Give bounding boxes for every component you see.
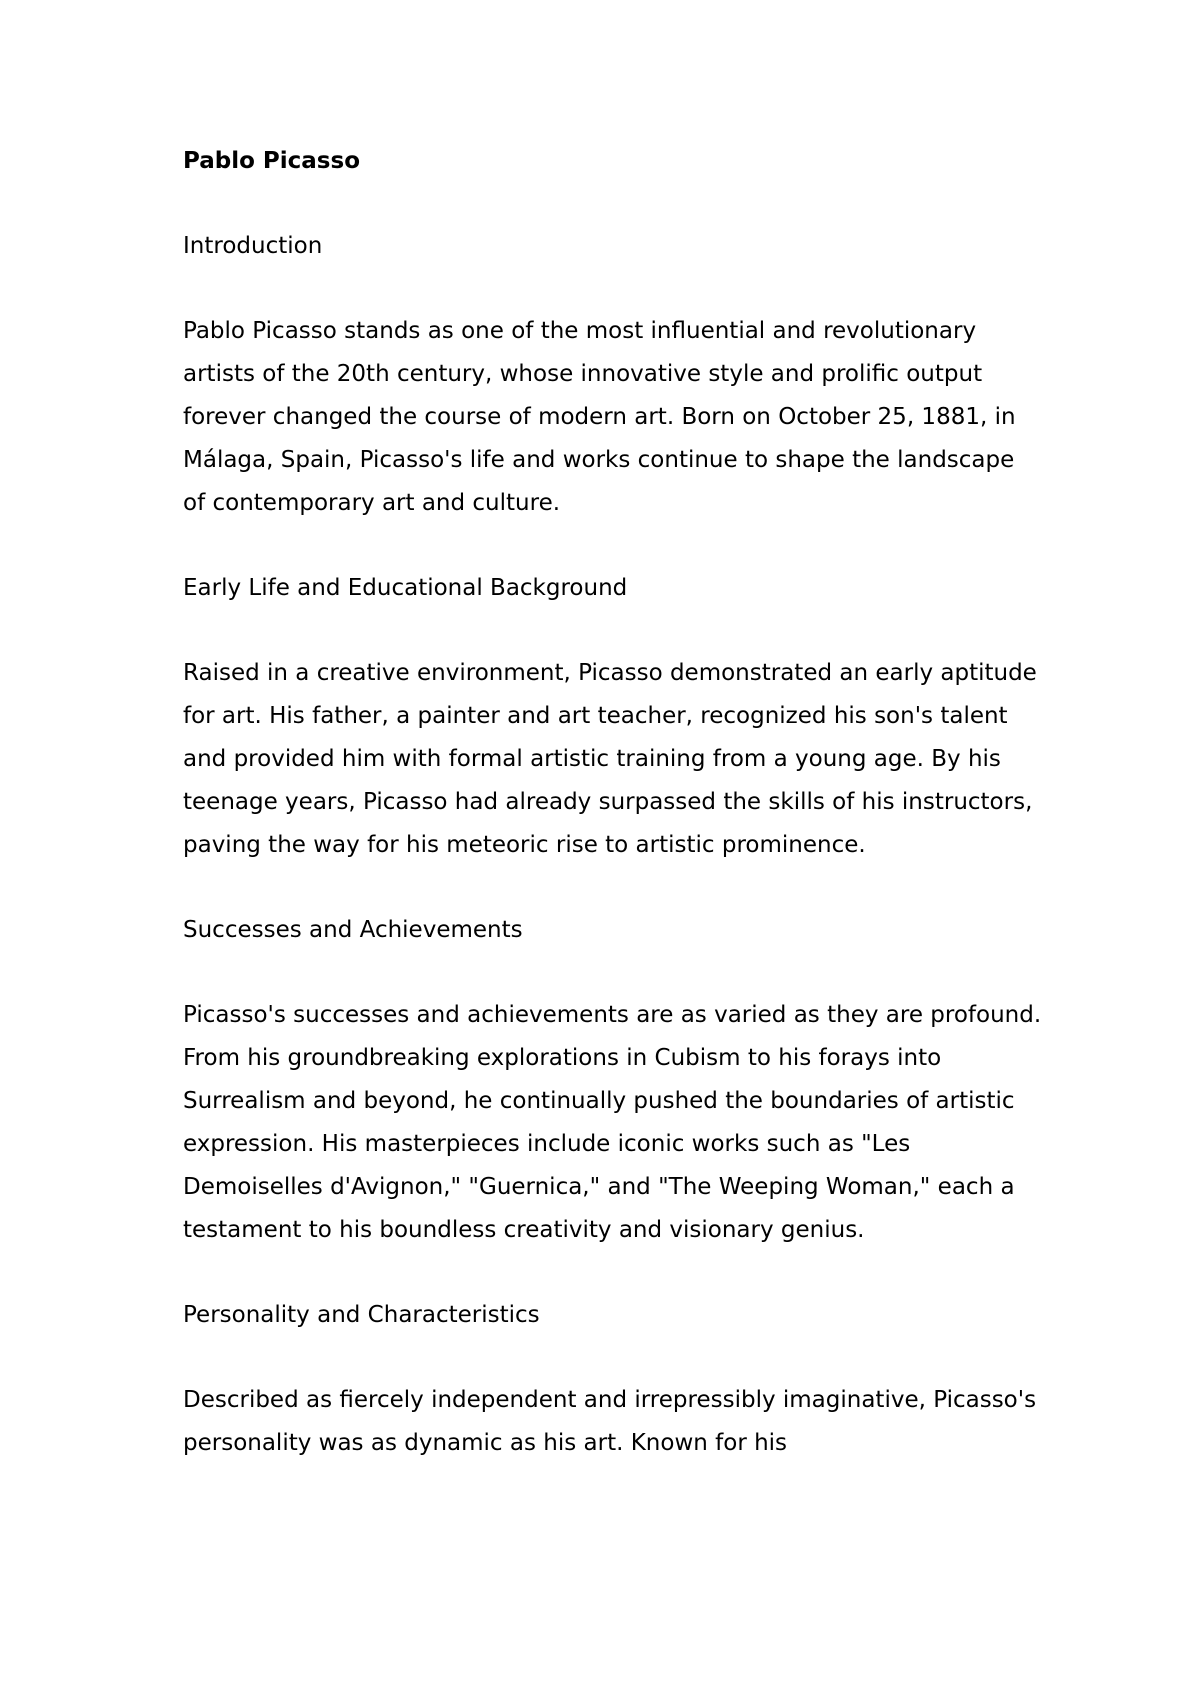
section-heading-introduction: Introduction [183, 233, 323, 259]
section-heading-successes: Successes and Achievements [183, 917, 523, 943]
section-heading-early-life: Early Life and Educational Background [183, 575, 628, 601]
section-paragraph-early-life: Raised in a creative environment, Picasso demonstrated an early aptitude for art. His father, a painter and art teacher, recognized his son's talent and provided him with formal artistic training from a young age. By his teenage years, Picasso had already surpassed the skills of his instructors, paving the way for his meteoric rise to artistic prominence. [183, 660, 1037, 858]
section-paragraph-successes: Picasso's successes and achievements are as varied as they are profound. From his groundbreaking explorations in Cubism to his forays into Surrealism and beyond, he continually pushed the boundaries of artistic expression. His masterpieces include iconic works such as "Les Demoiselles d'Avignon," "Guernica," and "The Weeping Woman," each a testament to his boundless creativity and visionary genius. [183, 1002, 1042, 1243]
document-title: Pablo Picasso [183, 148, 360, 174]
section-heading-personality: Personality and Characteristics [183, 1302, 540, 1328]
section-paragraph-introduction: Pablo Picasso stands as one of the most influential and revolutionary artists of the 20th century, whose innovative style and prolific output forever changed the course of modern art. Born on October 25, 1881, in Málaga, Spain, Picasso's life and works continue to shape the landscape of contemporary art and culture. [183, 318, 1016, 516]
document-body [183, 140, 1043, 1507]
section-paragraph-personality: Described as fiercely independent and irrepressibly imaginative, Picasso's personality was as dynamic as his art. Known for his [183, 1387, 1037, 1456]
